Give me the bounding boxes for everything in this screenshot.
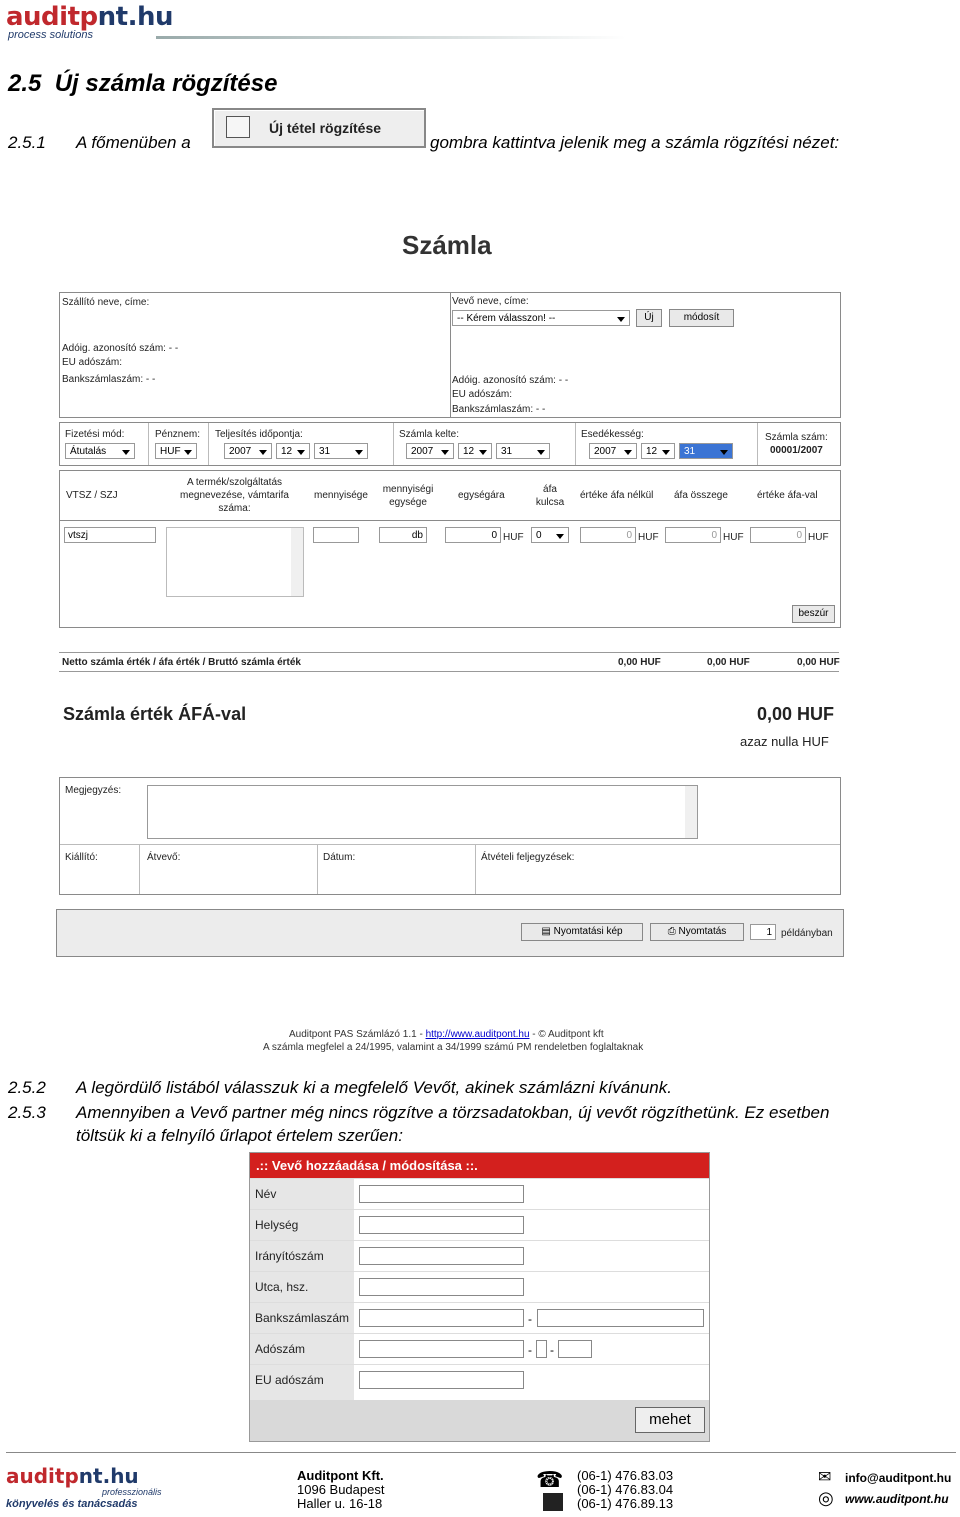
- col-product-2: megnevezése, vámtarifa: [180, 490, 289, 501]
- totals-bottom-line: [59, 671, 839, 672]
- name-input[interactable]: [359, 1185, 524, 1203]
- form-row-eu-tax: [250, 1364, 709, 1401]
- footer-logo-left: auditp: [6, 1464, 79, 1488]
- net-value-input: 0: [580, 527, 636, 543]
- meta-divider: [393, 423, 394, 465]
- invoice-number-value: 00001/2007: [770, 445, 823, 456]
- document-icon: [226, 116, 250, 138]
- tax-input-1[interactable]: [359, 1340, 524, 1358]
- phone-icon: ☎: [536, 1467, 564, 1492]
- col-vat-rate-1: áfa: [543, 484, 557, 495]
- meta-divider: [208, 423, 209, 465]
- paragraph-2-5-3: [0, 1103, 960, 1125]
- meta-box: [59, 422, 841, 466]
- section-title: Új számla rögzítése: [54, 70, 278, 97]
- gross-value-currency: HUF: [808, 532, 829, 543]
- form-row-city: [250, 1209, 709, 1240]
- paragraph-2-5-2: [0, 1078, 960, 1100]
- totals-gross: 0,00 HUF: [797, 657, 840, 668]
- invoice-day-select[interactable]: 31: [496, 443, 550, 459]
- meta-divider: [575, 423, 576, 465]
- street-input[interactable]: [359, 1278, 524, 1296]
- grand-total-words: azaz nulla HUF: [740, 734, 829, 749]
- vtsz-input[interactable]: vtszj: [64, 527, 156, 543]
- due-month-select[interactable]: 12: [641, 443, 675, 459]
- new-buyer-button[interactable]: Új: [636, 309, 662, 327]
- invoice-number-label: Számla szám:: [765, 432, 828, 443]
- logo-subtitle: process solutions: [8, 29, 93, 41]
- due-year-select[interactable]: 2007: [589, 443, 637, 459]
- supplier-tax-label: Adóig. azonosító szám: - -: [62, 343, 179, 354]
- totals-net: 0,00 HUF: [618, 657, 661, 668]
- invoice-month-select[interactable]: 12: [458, 443, 492, 459]
- currency-label: Pénznem:: [155, 429, 201, 440]
- buyer-bank-label: Bankszámlaszám: - -: [452, 404, 546, 415]
- footer-phones: [577, 1469, 673, 1511]
- name-label: Név: [250, 1179, 354, 1209]
- tax-input-3[interactable]: [558, 1340, 592, 1358]
- performance-date-label: Teljesítés időpontja:: [215, 429, 303, 440]
- receipt-notes-label: Átvételi feljegyzések:: [481, 852, 575, 863]
- col-gross-value: értéke áfa-val: [757, 490, 818, 501]
- tax-label: Adószám: [250, 1334, 354, 1364]
- zip-label: Irányítószám: [250, 1241, 354, 1271]
- paragraph-text-after: gombra kattintva jelenik meg a számla rögzítési nézet:: [430, 133, 840, 152]
- unit-price-input[interactable]: 0: [445, 527, 501, 543]
- print-label: Nyomtatás: [678, 926, 727, 937]
- eu-tax-input[interactable]: [359, 1371, 524, 1389]
- totals-top-line: [59, 652, 839, 653]
- globe-icon: ◎: [818, 1488, 834, 1508]
- footer-logo-right: nt.hu: [78, 1464, 139, 1488]
- gross-value-input: 0: [750, 527, 806, 543]
- eu-tax-label: EU adószám: [250, 1365, 354, 1401]
- form-row-tax: [250, 1333, 709, 1364]
- col-net-value: értéke áfa nélkül: [580, 490, 654, 501]
- edit-buyer-button[interactable]: módosít: [669, 309, 734, 327]
- items-box: [59, 470, 841, 628]
- footer-address: [297, 1469, 384, 1511]
- buyer-select[interactable]: -- Kérem válasszon! --: [452, 310, 630, 326]
- bank-input-2[interactable]: [537, 1309, 704, 1327]
- logo-right-text: nt.hu: [97, 2, 173, 32]
- party-box: [59, 292, 841, 418]
- grand-total-value: 0,00 HUF: [757, 704, 835, 724]
- receiver-label: Átvevő:: [147, 852, 181, 863]
- paragraph-text-line-1: Amennyiben a Vevő partner még nincs rögzítve a törzsadatokban, új vevőt rögzíthetünk. Ez esetben: [76, 1103, 830, 1122]
- quantity-input[interactable]: [313, 527, 359, 543]
- supplier-name-label: Szállító neve, címe:: [62, 297, 150, 308]
- col-quantity: mennyisége: [314, 490, 368, 501]
- footer-divider: [6, 1452, 956, 1453]
- due-date-label: Esedékesség:: [581, 429, 644, 440]
- notes-box: [59, 777, 841, 895]
- meta-divider: [148, 423, 149, 465]
- col-unit-price: egységára: [458, 490, 505, 501]
- print-preview-button[interactable]: [521, 923, 643, 941]
- paragraph-number: 2.5.2: [8, 1078, 46, 1097]
- tax-separator: -: [528, 1343, 532, 1357]
- form-row-name: [250, 1178, 709, 1209]
- copies-input[interactable]: 1: [750, 924, 776, 940]
- form-row-bank: [250, 1302, 709, 1333]
- footer-logo-sub: könyvelés és tanácsadás: [6, 1498, 138, 1510]
- currency-select[interactable]: HUF: [155, 443, 197, 459]
- col-product-3: száma:: [218, 503, 251, 514]
- unit-price-currency: HUF: [503, 532, 524, 543]
- paragraph-text-before: A főmenüben a: [76, 133, 191, 152]
- col-unit-1: mennyiségi: [382, 484, 434, 495]
- credits-line-1: [289, 1029, 604, 1040]
- print-preview-icon: ▤: [541, 926, 554, 937]
- payment-label: Fizetési mód:: [65, 429, 125, 440]
- footer-logo-tag: professzionális: [102, 1487, 162, 1497]
- sign-divider: [139, 844, 140, 894]
- zip-input[interactable]: [359, 1247, 524, 1265]
- bank-label: Bankszámlaszám: [250, 1303, 354, 1333]
- col-vat-rate-2: kulcsa: [535, 497, 565, 508]
- sign-divider: [317, 844, 318, 894]
- copies-label: példányban: [781, 928, 833, 939]
- product-textarea[interactable]: [166, 527, 304, 597]
- paragraph-number: 2.5.1: [8, 133, 46, 152]
- logo-left-text: auditp: [6, 2, 98, 32]
- footer-phone-1: (06-1) 476.83.03: [577, 1468, 674, 1483]
- city-input[interactable]: [359, 1216, 524, 1234]
- payment-select[interactable]: Átutalás: [65, 443, 135, 459]
- party-divider: [450, 293, 451, 417]
- date-label: Dátum:: [323, 852, 356, 863]
- street-label: Utca, hsz.: [250, 1272, 354, 1302]
- sign-divider: [475, 844, 476, 894]
- header-logo: [6, 2, 626, 42]
- print-button[interactable]: [650, 923, 744, 941]
- vat-amount-currency: HUF: [723, 532, 744, 543]
- credits-line-2: A számla megfelel a 24/1995, valamint a 34/1999 számú PM rendeletben foglaltaknak: [263, 1042, 644, 1053]
- buyer-form-title: .:: Vevő hozzáadása / módosítása ::.: [250, 1153, 709, 1178]
- insert-button[interactable]: beszúr: [792, 605, 835, 623]
- notes-textarea[interactable]: [147, 785, 698, 839]
- section-number: 2.5: [8, 70, 42, 97]
- items-header-divider: [60, 520, 840, 521]
- credits-copyright: - © Auditpont kft: [529, 1029, 604, 1040]
- performance-day-select[interactable]: 31: [314, 443, 368, 459]
- bank-input-1[interactable]: [359, 1309, 524, 1327]
- print-preview-label: Nyomtatási kép: [553, 926, 623, 937]
- net-value-currency: HUF: [638, 532, 659, 543]
- invoice-year-select[interactable]: 2007: [406, 443, 454, 459]
- performance-month-select[interactable]: 12: [276, 443, 310, 459]
- credits-link[interactable]: http://www.auditpont.hu: [425, 1029, 530, 1040]
- footer-fax: (06-1) 476.89.13: [577, 1496, 674, 1511]
- logo-divider: [156, 36, 626, 39]
- tax-input-2[interactable]: [536, 1340, 547, 1358]
- unit-input[interactable]: db: [379, 527, 427, 543]
- submit-button[interactable]: mehet: [635, 1407, 705, 1433]
- paragraph-2-5-1: [0, 133, 960, 155]
- footer-logo: [6, 1464, 166, 1514]
- print-bar: [56, 909, 844, 957]
- grand-total-label: Számla érték ÁFÁ-val: [63, 704, 247, 724]
- mail-icon: ✉: [818, 1469, 832, 1486]
- notes-scrollbar[interactable]: [685, 786, 697, 838]
- totals-vat: 0,00 HUF: [707, 657, 750, 668]
- vat-rate-select[interactable]: 0: [531, 527, 569, 543]
- new-item-button-label: Új tétel rögzítése: [269, 120, 382, 136]
- credits-text: Auditpont PAS Számlázó 1.1 -: [289, 1029, 426, 1040]
- footer-phone-2: (06-1) 476.83.04: [577, 1482, 674, 1497]
- meta-divider: [757, 423, 758, 465]
- buyer-name-label: Vevő neve, címe:: [452, 296, 529, 307]
- due-day-select[interactable]: 31: [679, 443, 733, 459]
- footer-web[interactable]: www.auditpont.hu: [845, 1492, 949, 1506]
- col-unit-2: egysége: [389, 497, 427, 508]
- col-vtsz: VTSZ / SZJ: [66, 490, 118, 501]
- buyer-eu-label: EU adószám:: [452, 389, 513, 400]
- buyer-form: [249, 1152, 710, 1442]
- col-vat-amount: áfa összege: [674, 490, 728, 501]
- col-product-1: A termék/szolgáltatás: [186, 477, 283, 488]
- issuer-label: Kiállító:: [65, 852, 98, 863]
- form-row-street: [250, 1271, 709, 1302]
- city-label: Helység: [250, 1210, 354, 1240]
- totals-label: Netto számla érték / áfa érték / Bruttó számla érték: [62, 657, 301, 668]
- section-heading: [8, 70, 277, 98]
- paragraph-text-line-2: töltsük ki a felnyíló űrlapot értelem szerűen:: [76, 1126, 403, 1145]
- vat-amount-input: 0: [665, 527, 721, 543]
- footer-address-1: 1096 Budapest: [297, 1482, 385, 1497]
- bank-separator: -: [528, 1312, 532, 1326]
- product-scrollbar[interactable]: [291, 528, 303, 596]
- footer-address-2: Haller u. 16-18: [297, 1496, 383, 1511]
- tax-separator: -: [550, 1343, 554, 1357]
- paragraph-text: A legördülő listából válasszuk ki a megfelelő Vevőt, akinek számlázni kívánunk.: [76, 1078, 672, 1097]
- notes-label: Megjegyzés:: [65, 785, 122, 796]
- printer-icon: ⎙: [667, 926, 679, 937]
- invoice-title: Számla: [402, 230, 492, 260]
- invoice-date-label: Számla kelte:: [399, 429, 460, 440]
- buyer-tax-label: Adóig. azonosító szám: - -: [452, 375, 569, 386]
- footer-email[interactable]: info@auditpont.hu: [845, 1471, 952, 1485]
- supplier-eu-label: EU adószám:: [62, 357, 123, 368]
- form-row-zip: [250, 1240, 709, 1271]
- footer-logo-text: [6, 1464, 139, 1488]
- buyer-form-footer: [250, 1400, 709, 1441]
- paragraph-number: 2.5.3: [8, 1103, 46, 1122]
- new-item-button-image: [212, 108, 426, 148]
- supplier-bank-label: Bankszámlaszám: - -: [62, 374, 156, 385]
- fax-icon: [543, 1493, 563, 1511]
- footer-company: Auditpont Kft.: [297, 1468, 384, 1483]
- notes-divider: [60, 844, 840, 845]
- performance-year-select[interactable]: 2007: [224, 443, 272, 459]
